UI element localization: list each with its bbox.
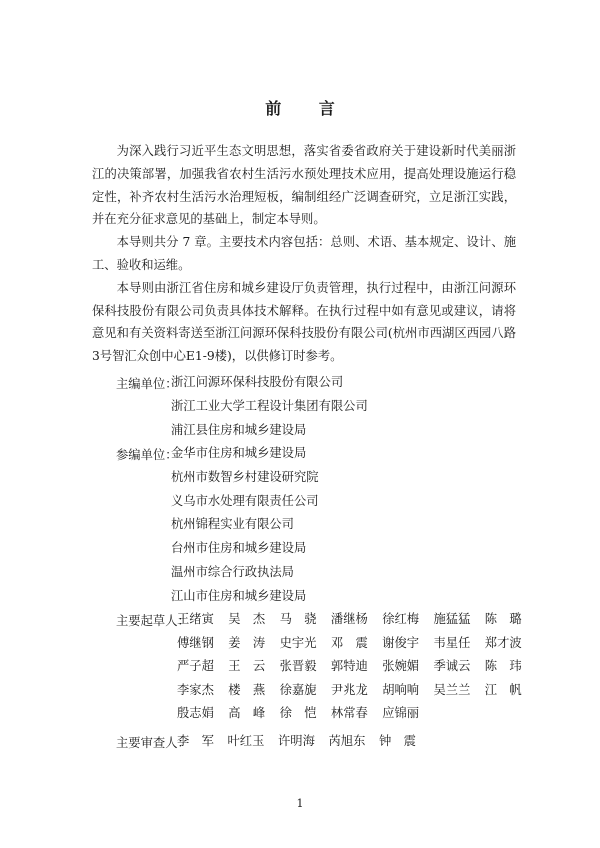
paragraph-purpose: 为深入践行习近平生态文明思想，落实省委省政府关于建设新时代美丽浙江的决策部署，加强我省农村生活污水预处理技术应用，提高处理设施运行稳定性，补齐农村生活污水治理短板，编制组经广泛调查研究，立足浙江实践，并在充分征求意见的基础上，制定本导则。: [92, 144, 516, 227]
drafter-name: 严子超: [177, 659, 214, 674]
reviewers-label: 主要审查人：: [116, 736, 190, 750]
drafter-name: 张婉媚: [382, 659, 420, 674]
drafter-name: 陈 璐: [484, 612, 522, 626]
paragraph-management: 本导则由浙江省住房和城乡建设厅负责管理，执行过程中，由浙江问源环保科技股份有限公司负责具体技术解释。在执行过程中如有意见或建议，请将意见和有关资料寄送至浙江问源环保科技股份有限公司(杭州市西湖区西园八路3号智汇众创中心E1-9楼)，以供修订时参考。: [92, 280, 516, 364]
drafter-name: 史宇光: [279, 635, 317, 650]
page-title: 前 言: [265, 99, 351, 118]
drafter-name: 徐嘉旎: [279, 682, 317, 697]
drafter-name: 尹兆龙: [330, 682, 368, 697]
foreword-body: [92, 140, 516, 368]
participating-unit: 杭州锦程实业有限公司: [171, 517, 294, 532]
drafters-label: 主要起草人：: [116, 614, 190, 628]
drafter-name: 应锦丽: [382, 706, 420, 721]
drafter-name: 江 帆: [484, 682, 522, 697]
reviewer-name: 李 军: [177, 734, 214, 748]
drafter-name: 谢俊宇: [382, 635, 420, 650]
drafters-grid: [177, 611, 537, 729]
page-number: 1: [296, 797, 304, 810]
drafter-name: 郭特迪: [330, 659, 368, 674]
paragraph-structure: 本导则共分 7 章。主要技术内容包括：总则、术语、基本规定、设计、施工、验收和运维。: [92, 235, 516, 272]
drafter-name: 高 峰: [228, 706, 266, 721]
reviewer-name: 许明海: [278, 734, 315, 748]
participating-unit: 江山市住房和城乡建设局: [171, 588, 307, 603]
reviewer-name: 芮旭东: [328, 734, 366, 748]
drafter-name: 楼 燕: [228, 682, 266, 697]
participating-unit: 温州市综合行政执法局: [171, 564, 294, 579]
drafter-name: 吴 杰: [228, 612, 266, 626]
participating-unit: 杭州市数智乡村建设研究院: [171, 469, 319, 484]
drafter-name: 陈 玮: [484, 659, 522, 674]
drafter-name: 王 云: [228, 659, 266, 674]
reviewers-grid: [177, 733, 480, 749]
drafter-name: 徐红梅: [382, 612, 420, 626]
chief-editor-unit: 浙江工业大学工程设计集团有限公司: [171, 398, 368, 413]
drafter-name: 季诚云: [433, 659, 471, 674]
reviewer-name: 钟 震: [379, 734, 416, 748]
drafter-name: 李家杰: [177, 682, 214, 697]
drafter-name: 傅继钢: [177, 635, 214, 650]
participating-label: 参编单位：: [116, 448, 178, 462]
drafter-name: 胡响响: [382, 682, 420, 697]
participating-unit: 台州市住房和城乡建设局: [171, 541, 307, 556]
drafter-name: 吴兰兰: [433, 682, 471, 697]
drafter-name: 施猛猛: [433, 612, 471, 626]
drafter-name: 张晋毅: [279, 659, 317, 674]
drafter-name: 潘继杨: [330, 612, 368, 626]
chief-editor-unit: 浙江问源环保科技股份有限公司: [171, 375, 344, 389]
drafter-name: 王绪寅: [177, 612, 214, 626]
chief-editor-label: 主编单位：: [116, 377, 178, 391]
participating-unit: 义乌市水处理有限责任公司: [171, 493, 319, 508]
drafter-name: 姜 涛: [228, 635, 266, 650]
drafter-name: 邓 震: [330, 635, 368, 650]
participating-unit: 金华市住房和城乡建设局: [171, 446, 307, 460]
drafter-name: 马 骁: [279, 612, 317, 626]
drafter-name: 林常春: [330, 706, 368, 721]
reviewer-name: 叶红玉: [227, 734, 265, 748]
drafter-name: 郑才波: [484, 635, 522, 650]
drafter-name: 殷志娟: [177, 706, 214, 721]
drafter-name: 韦星任: [433, 635, 471, 650]
drafter-name: 徐 恺: [279, 706, 317, 721]
chief-editor-unit: 浦江县住房和城乡建设局: [171, 422, 307, 437]
